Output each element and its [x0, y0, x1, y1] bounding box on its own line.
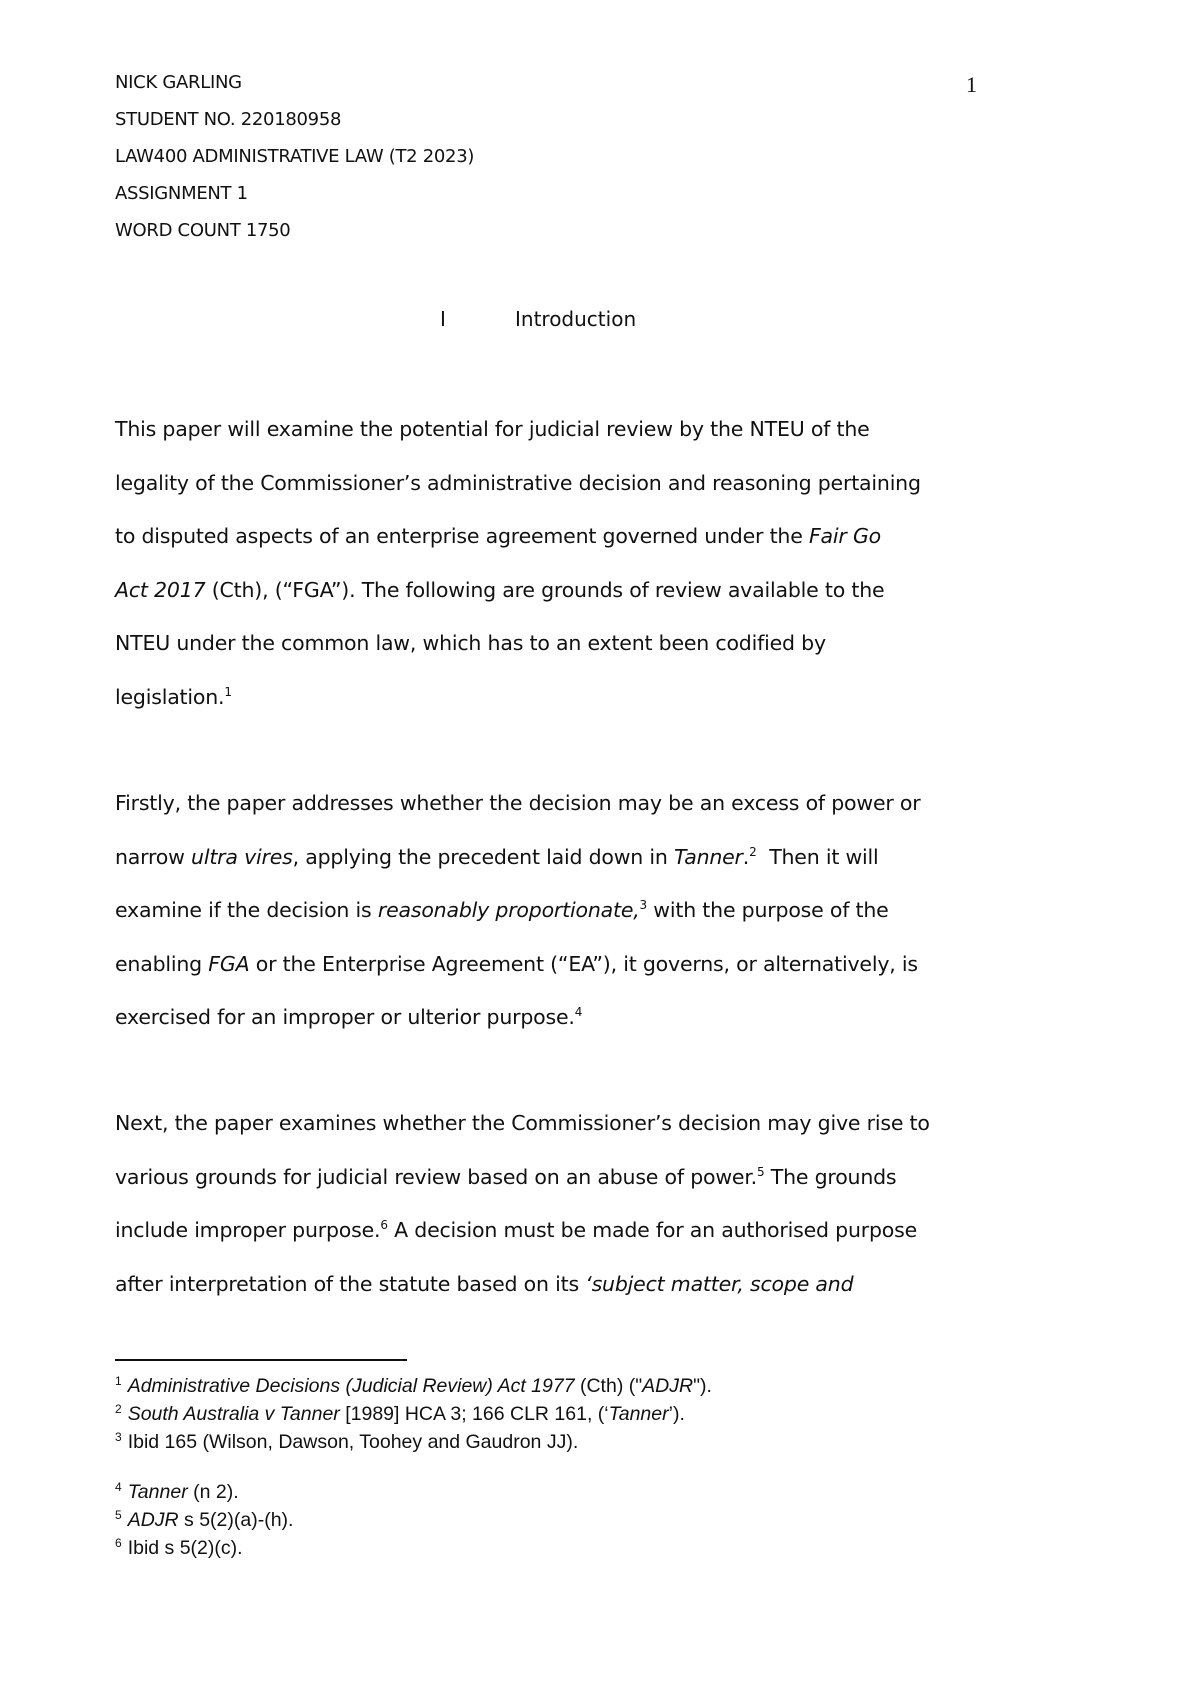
- text-line: Act 2017 (Cth), (“FGA”). The following are grounds of review available to the: [115, 577, 885, 602]
- page-number: 1: [966, 72, 977, 97]
- student-number: STUDENT NO. 220180958: [115, 109, 342, 130]
- text-line: to disputed aspects of an enterprise agreement governed under the Fair Go: [115, 524, 881, 548]
- footnote-divider: [115, 1359, 407, 1361]
- footnote-item: $^5$ ADJR s 5(2)(a)-(h).: [115, 1507, 294, 1531]
- section-heading: [440, 307, 636, 331]
- text-line: This paper will examine the potential for judicial review by the NTEU of the: [115, 417, 870, 441]
- footnote-item: $^3$ Ibid 165 (Wilson, Dawson, Toohey and Gaudron JJ).: [115, 1429, 579, 1453]
- text-line: after interpretation of the statute based on its ‘subject matter, scope and: [115, 1271, 854, 1296]
- footnotes: [115, 1372, 712, 1562]
- footnote-ref: 1: [224, 684, 232, 699]
- paragraph-2: [115, 777, 995, 1045]
- text-line: Next, the paper examines whether the Commissioner’s decision may give rise to: [115, 1111, 930, 1135]
- text-line: legislation.$^1$: [115, 684, 232, 709]
- text-line: various grounds for judicial review based on an abuse of power.$^5$ The grounds: [115, 1164, 897, 1189]
- text-line: narrow ultra vires, applying the precedent laid down in Tanner.$^2$ Then it will: [115, 844, 879, 869]
- footnote-ref: 6: [380, 1218, 388, 1233]
- text-line: include improper purpose.$^6$ A decision must be made for an authorised purpose: [115, 1218, 918, 1242]
- footnote-item: $^2$ South Australia v Tanner [1989] HCA 3; 166 CLR 161, (‘Tanner’).: [115, 1401, 685, 1425]
- text-line: enabling FGA or the Enterprise Agreement (“EA”), it governs, or alternatively, is: [115, 951, 918, 976]
- word-count: WORD COUNT 1750: [115, 220, 291, 241]
- footnote-ref: 5: [757, 1164, 765, 1179]
- course-title: LAW400 ADMINISTRATIVE LAW (T2 2023): [115, 146, 475, 167]
- text-line: legality of the Commissioner’s administrative decision and reasoning pertaining: [115, 470, 921, 495]
- footnote-ref: 2: [749, 844, 757, 859]
- author-name: NICK GARLING: [115, 72, 242, 93]
- footnote-ref: 3: [639, 898, 647, 913]
- text-line: examine if the decision is reasonably proportionate,$^3$ with the purpose of the: [115, 898, 889, 922]
- section-number: I: [440, 307, 446, 331]
- section-title: Introduction: [515, 307, 637, 331]
- footnote-item: $^4$ Tanner (n 2).: [115, 1479, 239, 1503]
- assignment-label: ASSIGNMENT 1: [115, 183, 248, 204]
- paragraph-3: [115, 1097, 995, 1311]
- paragraph-1: [115, 403, 995, 724]
- text-line: Firstly, the paper addresses whether the decision may be an excess of power or: [115, 791, 921, 815]
- text-line: exercised for an improper or ulterior purpose.$^4$: [115, 1005, 583, 1029]
- text-line: NTEU under the common law, which has to an extent been codified by: [115, 631, 826, 655]
- footnote-ref: 4: [574, 1005, 583, 1020]
- footnote-item: $^1$ Administrative Decisions (Judicial Review) Act 1977 (Cth) ("ADJR").: [115, 1373, 712, 1397]
- footnote-item: $^6$ Ibid s 5(2)(c).: [115, 1535, 243, 1559]
- document-header: [115, 70, 474, 255]
